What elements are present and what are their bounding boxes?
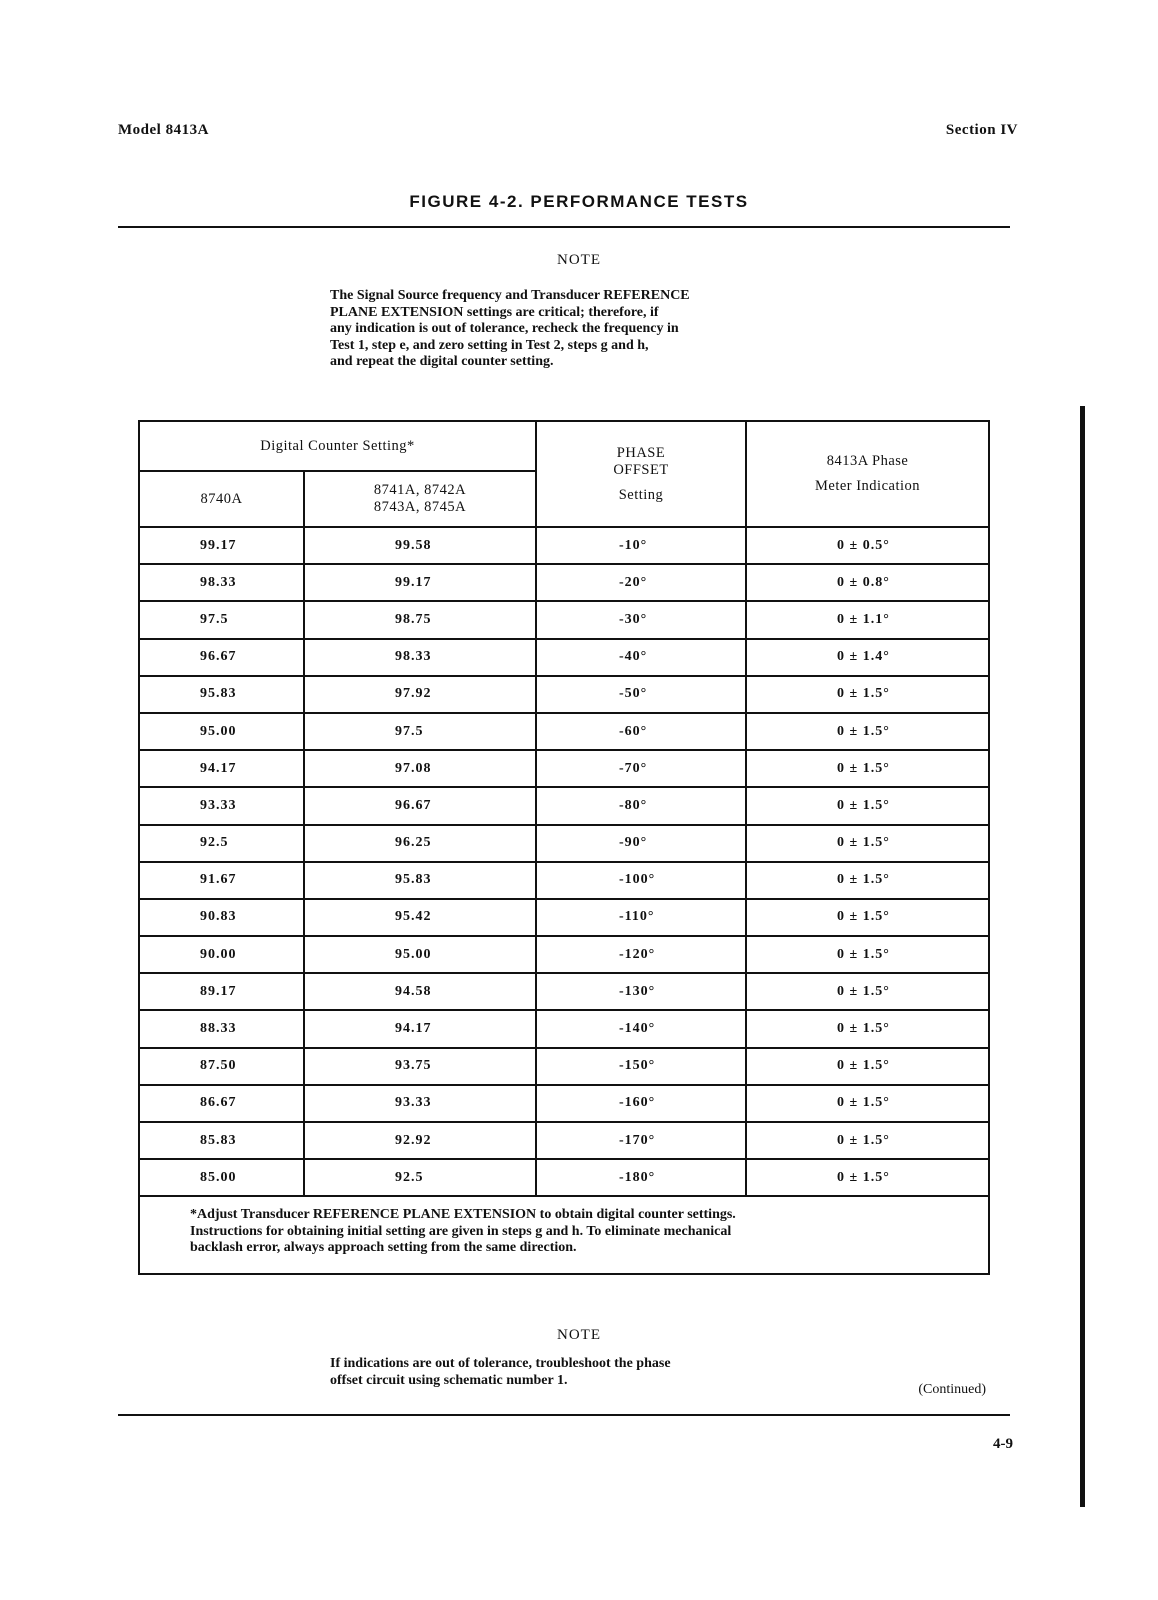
bottom-rule [118, 1414, 1010, 1416]
table-cell-c3: -180° [536, 1159, 746, 1196]
table-cell-c2: 99.17 [304, 564, 536, 601]
table-cell-c2: 96.67 [304, 787, 536, 824]
table-row [139, 862, 989, 899]
table-cell-c1: 93.33 [139, 787, 304, 824]
table-cell-c3: -110° [536, 899, 746, 936]
table-row [139, 1159, 989, 1196]
table-cell-c4: 0 ± 1.5° [746, 1085, 989, 1122]
header-line: 8413A Phase [826, 453, 909, 469]
note-line: PLANE EXTENSION settings are critical; therefore, if [330, 304, 659, 320]
table-cell-c3: -130° [536, 973, 746, 1010]
table-cell-c3: -10° [536, 527, 746, 564]
table-cell-c3: -80° [536, 787, 746, 824]
footnote-line: *Adjust Transducer REFERENCE PLANE EXTENSION to obtain digital counter settings. [190, 1207, 736, 1223]
table-cell-c1: 85.83 [139, 1122, 304, 1159]
table-row [139, 750, 989, 787]
table-cell-c3: -60° [536, 713, 746, 750]
table-row [139, 713, 989, 750]
table-cell-c3: -140° [536, 1010, 746, 1047]
header-line: 8741A, 8742A [373, 482, 467, 498]
header-digital-counter-setting: Digital Counter Setting* [139, 421, 536, 471]
table-cell-c4: 0 ± 1.4° [746, 639, 989, 676]
table-cell-c4: 0 ± 1.5° [746, 1159, 989, 1196]
table-cell-c4: 0 ± 1.5° [746, 787, 989, 824]
note-line: any indication is out of tolerance, recheck the frequency in [330, 321, 679, 336]
table-cell-c1: 90.00 [139, 936, 304, 973]
header-8740a: 8740A [139, 471, 304, 527]
scan-edge-bar [1080, 406, 1085, 1507]
table-cell-c2: 92.92 [304, 1122, 536, 1159]
table-cell-c4: 0 ± 0.5° [746, 527, 989, 564]
table-cell-c4: 0 ± 0.8° [746, 564, 989, 601]
table-cell-c4: 0 ± 1.5° [746, 713, 989, 750]
figure-title: FIGURE 4-2. PERFORMANCE TESTS [409, 192, 749, 211]
table-cell-c3: -20° [536, 564, 746, 601]
table-cell-c1: 87.50 [139, 1048, 304, 1085]
table-cell-c1: 91.67 [139, 862, 304, 899]
table-row [139, 787, 989, 824]
running-header-section: Section IV [945, 122, 1018, 138]
table-cell-c4: 0 ± 1.5° [746, 1048, 989, 1085]
table-cell-c1: 85.00 [139, 1159, 304, 1196]
note-line: If indications are out of tolerance, troubleshoot the phase [330, 1356, 671, 1371]
table-cell-c4: 0 ± 1.5° [746, 899, 989, 936]
table-cell-c3: -50° [536, 676, 746, 713]
table-cell-c4: 0 ± 1.5° [746, 1122, 989, 1159]
table-footnote [139, 1196, 989, 1274]
table-cell-c4: 0 ± 1.5° [746, 973, 989, 1010]
header-phase-offset [536, 421, 746, 527]
table-row [139, 1048, 989, 1085]
table-cell-c1: 92.5 [139, 825, 304, 862]
table-cell-c1: 88.33 [139, 1010, 304, 1047]
table-cell-c1: 95.00 [139, 713, 304, 750]
table-cell-c4: 0 ± 1.5° [746, 750, 989, 787]
note-line: offset circuit using schematic number 1. [330, 1372, 568, 1388]
table-row [139, 564, 989, 601]
table-cell-c3: -100° [536, 862, 746, 899]
table-cell-c4: 0 ± 1.5° [746, 936, 989, 973]
table-cell-c1: 90.83 [139, 899, 304, 936]
header-line: OFFSET [613, 461, 669, 478]
note-body [330, 1356, 820, 1389]
top-rule [118, 226, 1010, 228]
note-heading: NOTE [557, 1327, 601, 1343]
running-header-model: Model 8413A [118, 122, 209, 138]
table-cell-c3: -170° [536, 1122, 746, 1159]
header-line: Setting [618, 486, 664, 503]
table-row [139, 1010, 989, 1047]
table-cell-c2: 94.17 [304, 1010, 536, 1047]
table-row [139, 639, 989, 676]
table-cell-c3: -70° [536, 750, 746, 787]
table-row [139, 601, 989, 638]
table-cell-c1: 94.17 [139, 750, 304, 787]
footnote-line: Instructions for obtaining initial setting are given in steps g and h. To eliminate mechanical [190, 1223, 732, 1239]
table-cell-c2: 93.75 [304, 1048, 536, 1085]
note-body [330, 288, 810, 371]
table-cell-c1: 95.83 [139, 676, 304, 713]
table-cell-c3: -90° [536, 825, 746, 862]
table-cell-c2: 95.83 [304, 862, 536, 899]
table-cell-c1: 89.17 [139, 973, 304, 1010]
table-cell-c2: 96.25 [304, 825, 536, 862]
table-cell-c4: 0 ± 1.5° [746, 825, 989, 862]
table-cell-c2: 98.75 [304, 601, 536, 638]
table-cell-c4: 0 ± 1.1° [746, 601, 989, 638]
table-row [139, 973, 989, 1010]
continued-label: (Continued) [918, 1382, 986, 1397]
table-cell-c2: 97.92 [304, 676, 536, 713]
header-8741a-group [304, 471, 536, 527]
table-cell-c4: 0 ± 1.5° [746, 1010, 989, 1047]
table-cell-c2: 95.42 [304, 899, 536, 936]
table-cell-c2: 97.5 [304, 713, 536, 750]
table-cell-c2: 92.5 [304, 1159, 536, 1196]
table-cell-c2: 97.08 [304, 750, 536, 787]
table-cell-c1: 96.67 [139, 639, 304, 676]
table-body [139, 527, 989, 1196]
table-cell-c3: -30° [536, 601, 746, 638]
table-cell-c3: -120° [536, 936, 746, 973]
table-cell-c1: 97.5 [139, 601, 304, 638]
table-cell-c3: -40° [536, 639, 746, 676]
note-line: Test 1, step e, and zero setting in Test 2, steps g and h, [330, 337, 649, 353]
footnote-line: backlash error, always approach setting from the same direction. [190, 1240, 577, 1256]
table-cell-c1: 99.17 [139, 527, 304, 564]
table-cell-c1: 86.67 [139, 1085, 304, 1122]
table-cell-c2: 95.00 [304, 936, 536, 973]
header-meter-indication [746, 421, 989, 527]
table-cell-c2: 98.33 [304, 639, 536, 676]
table-cell-c4: 0 ± 1.5° [746, 862, 989, 899]
table-cell-c2: 93.33 [304, 1085, 536, 1122]
header-line: 8743A, 8745A [373, 499, 467, 515]
page-number: 4-9 [993, 1436, 1013, 1452]
table-row [139, 899, 989, 936]
table-row [139, 1085, 989, 1122]
table-cell-c2: 99.58 [304, 527, 536, 564]
performance-table [138, 420, 990, 1275]
table-row [139, 1122, 989, 1159]
table-row [139, 676, 989, 713]
table-cell-c1: 98.33 [139, 564, 304, 601]
header-line: PHASE [616, 444, 666, 461]
table-row [139, 936, 989, 973]
table-cell-c3: -160° [536, 1085, 746, 1122]
table-cell-c2: 94.58 [304, 973, 536, 1010]
table-row [139, 527, 989, 564]
note-line: The Signal Source frequency and Transducer REFERENCE [330, 288, 690, 303]
table-row [139, 825, 989, 862]
note-heading: NOTE [557, 252, 601, 268]
note-line: and repeat the digital counter setting. [330, 354, 554, 369]
table-cell-c4: 0 ± 1.5° [746, 676, 989, 713]
header-line: Meter Indication [814, 478, 921, 494]
table-cell-c3: -150° [536, 1048, 746, 1085]
